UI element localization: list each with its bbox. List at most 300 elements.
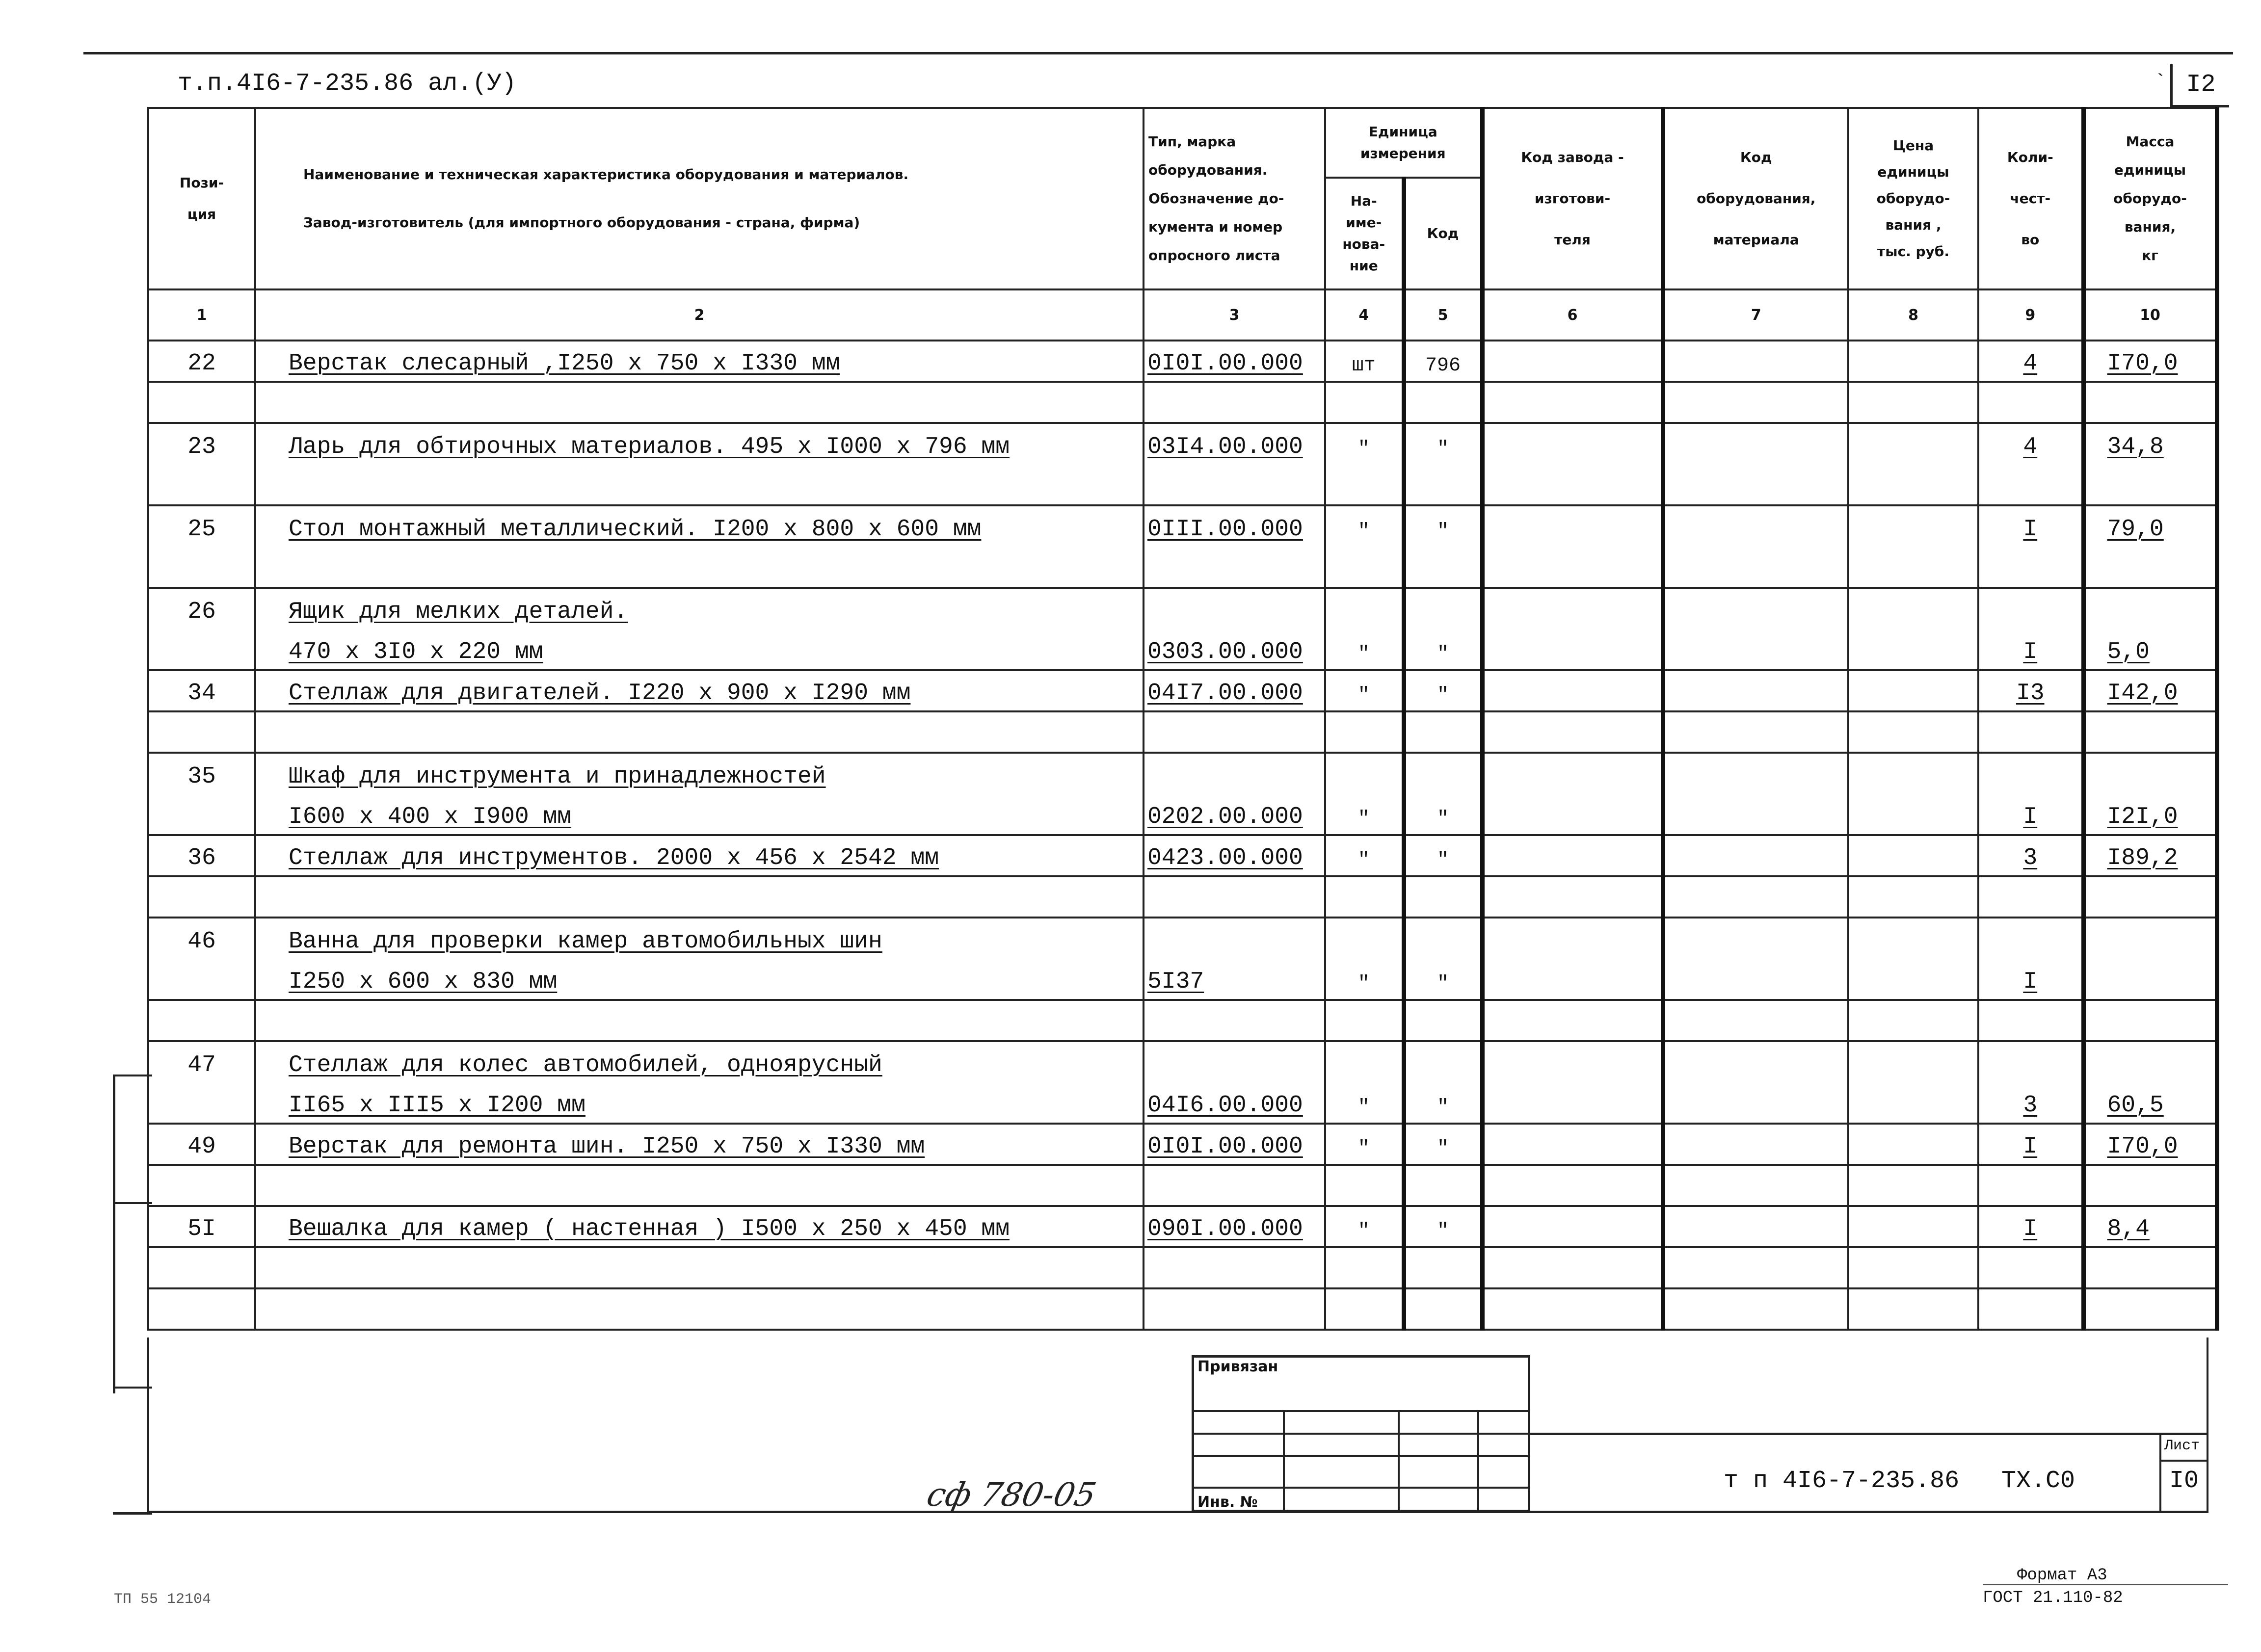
- row-mass: [2083, 1000, 2217, 1041]
- row-unit: [1325, 588, 1404, 629]
- table-row: [148, 505, 2217, 547]
- row-position: [148, 1082, 255, 1124]
- col-number: 3: [1144, 289, 1325, 341]
- row-unit: ": [1325, 1082, 1404, 1124]
- row-equipment-code: [1663, 588, 1848, 629]
- row-equipment-code: [1663, 835, 1848, 876]
- row-position: 23: [148, 423, 255, 464]
- corner-code: ТП 55 12104: [114, 1591, 212, 1608]
- row-name: Ларь для обтирочных материалов. 495 х I000 х 796 мм: [255, 423, 1144, 464]
- row-type-code: 0I0I.00.000: [1144, 341, 1325, 382]
- row-position: [148, 464, 255, 505]
- row-type-code: 03I4.00.000: [1144, 423, 1325, 464]
- row-price: [1848, 629, 1978, 670]
- row-unit: [1325, 876, 1404, 918]
- row-name: [255, 382, 1144, 423]
- row-mass: 5,0: [2083, 629, 2217, 670]
- table-row: [148, 794, 2217, 835]
- document-code: т п 4I6-7-235.86: [1724, 1467, 1960, 1495]
- row-unit: [1325, 464, 1404, 505]
- row-name: Вешалка для камер ( настенная ) I500 х 250 х 450 мм: [255, 1206, 1144, 1247]
- format-label: Формат А3: [2017, 1566, 2107, 1585]
- tick-mark: `: [2155, 72, 2167, 94]
- row-name: [255, 1165, 1144, 1206]
- row-unit-code: [1404, 1247, 1482, 1288]
- table-row: [148, 547, 2217, 588]
- col-number: 10: [2083, 289, 2217, 341]
- row-unit-code: 796: [1404, 341, 1482, 382]
- row-type-code: [1144, 547, 1325, 588]
- row-quantity: [1978, 1288, 2083, 1330]
- row-unit-code: ": [1404, 505, 1482, 547]
- row-position: [148, 1247, 255, 1288]
- row-type-code: [1144, 1288, 1325, 1330]
- table-row: [148, 1082, 2217, 1124]
- row-equipment-code: [1663, 753, 1848, 794]
- row-mass: [2083, 464, 2217, 505]
- row-quantity: I3: [1978, 670, 2083, 711]
- row-mass: 79,0: [2083, 505, 2217, 547]
- row-type-code: [1144, 588, 1325, 629]
- col-header-quantity: Коли- чест- во: [1978, 108, 2083, 289]
- row-name: Стол монтажный металлический. I200 х 800 х 600 мм: [255, 505, 1144, 547]
- row-price: [1848, 1041, 1978, 1082]
- row-quantity: 4: [1978, 423, 2083, 464]
- row-price: [1848, 1206, 1978, 1247]
- row-factory-code: [1482, 464, 1663, 505]
- row-equipment-code: [1663, 1247, 1848, 1288]
- row-unit: ": [1325, 505, 1404, 547]
- table-row: [148, 464, 2217, 505]
- row-unit: ": [1325, 670, 1404, 711]
- row-price: [1848, 1124, 1978, 1165]
- row-mass: [2083, 1288, 2217, 1330]
- row-mass: [2083, 876, 2217, 918]
- stamp-rule: [1192, 1433, 1530, 1435]
- col-number: 8: [1848, 289, 1978, 341]
- col-number: 4: [1325, 289, 1404, 341]
- row-equipment-code: [1663, 382, 1848, 423]
- row-factory-code: [1482, 588, 1663, 629]
- frame-line: [113, 1075, 152, 1076]
- row-type-code: [1144, 464, 1325, 505]
- row-quantity: [1978, 588, 2083, 629]
- col-number: 2: [255, 289, 1144, 341]
- row-equipment-code: [1663, 1124, 1848, 1165]
- row-quantity: 4: [1978, 341, 2083, 382]
- row-unit-code: ": [1404, 1082, 1482, 1124]
- row-unit-code: [1404, 464, 1482, 505]
- row-type-code: [1144, 876, 1325, 918]
- table-row: [148, 1165, 2217, 1206]
- row-mass: [2083, 547, 2217, 588]
- row-equipment-code: [1663, 547, 1848, 588]
- title-block-line: [1530, 1433, 2208, 1435]
- col-number: 7: [1663, 289, 1848, 341]
- table-row: [148, 423, 2217, 464]
- row-type-code: [1144, 753, 1325, 794]
- row-unit-code: ": [1404, 1206, 1482, 1247]
- col-header-price: Цена единицы оборудо- вания , тыс. руб.: [1848, 108, 1978, 289]
- row-type-code: 04I6.00.000: [1144, 1082, 1325, 1124]
- row-type-code: [1144, 1165, 1325, 1206]
- row-unit: [1325, 547, 1404, 588]
- equipment-spec-table: [147, 107, 2219, 1331]
- row-quantity: [1978, 547, 2083, 588]
- row-name: Стеллаж для двигателей. I220 х 900 х I290 мм: [255, 670, 1144, 711]
- row-factory-code: [1482, 670, 1663, 711]
- stamp-rule: [1398, 1410, 1400, 1512]
- table-row: [148, 588, 2217, 629]
- row-factory-code: [1482, 835, 1663, 876]
- row-mass: [2083, 1165, 2217, 1206]
- row-mass: [2083, 588, 2217, 629]
- row-price: [1848, 835, 1978, 876]
- row-quantity: I: [1978, 959, 2083, 1000]
- row-price: [1848, 588, 1978, 629]
- row-price: [1848, 794, 1978, 835]
- row-unit-code: [1404, 918, 1482, 959]
- row-price: [1848, 753, 1978, 794]
- row-type-code: 0III.00.000: [1144, 505, 1325, 547]
- row-name: [255, 1247, 1144, 1288]
- table-row: [148, 959, 2217, 1000]
- row-quantity: 3: [1978, 1082, 2083, 1124]
- row-name: I250 х 600 х 830 мм: [255, 959, 1144, 1000]
- stamp-rule: [1283, 1410, 1285, 1512]
- table-row: [148, 1124, 2217, 1165]
- row-unit: [1325, 1165, 1404, 1206]
- row-unit: ": [1325, 423, 1404, 464]
- gost-label: ГОСТ 21.110-82: [1983, 1589, 2123, 1607]
- row-factory-code: [1482, 876, 1663, 918]
- table-row: [148, 1247, 2217, 1288]
- row-quantity: [1978, 876, 2083, 918]
- row-name: [255, 1000, 1144, 1041]
- document-section: ТХ.С0: [2001, 1467, 2075, 1495]
- row-price: [1848, 1247, 1978, 1288]
- row-equipment-code: [1663, 1206, 1848, 1247]
- row-name: Верстак для ремонта шин. I250 х 750 х I330 мм: [255, 1124, 1144, 1165]
- row-factory-code: [1482, 753, 1663, 794]
- row-price: [1848, 1165, 1978, 1206]
- table-row: [148, 835, 2217, 876]
- row-equipment-code: [1663, 1000, 1848, 1041]
- table-row: [148, 382, 2217, 423]
- row-price: [1848, 670, 1978, 711]
- row-name: I600 х 400 х I900 мм: [255, 794, 1144, 835]
- row-unit: ": [1325, 629, 1404, 670]
- table-row: [148, 1206, 2217, 1247]
- row-name: Стеллаж для колес автомобилей, одноярусный: [255, 1041, 1144, 1082]
- table-row: [148, 670, 2217, 711]
- row-unit-code: ": [1404, 670, 1482, 711]
- row-mass: [2083, 918, 2217, 959]
- row-factory-code: [1482, 918, 1663, 959]
- row-mass: I89,2: [2083, 835, 2217, 876]
- table-row: [148, 629, 2217, 670]
- row-factory-code: [1482, 341, 1663, 382]
- row-quantity: [1978, 918, 2083, 959]
- row-name: Стеллаж для инструментов. 2000 х 456 х 2542 мм: [255, 835, 1144, 876]
- row-mass: I2I,0: [2083, 794, 2217, 835]
- col-header-position: Пози- ция: [148, 108, 255, 289]
- frame-line: [113, 1512, 152, 1515]
- row-unit-code: [1404, 1288, 1482, 1330]
- row-equipment-code: [1663, 1288, 1848, 1330]
- row-unit-code: ": [1404, 629, 1482, 670]
- row-factory-code: [1482, 794, 1663, 835]
- row-equipment-code: [1663, 670, 1848, 711]
- row-type-code: 5I37: [1144, 959, 1325, 1000]
- row-price: [1848, 423, 1978, 464]
- row-factory-code: [1482, 1206, 1663, 1247]
- row-equipment-code: [1663, 464, 1848, 505]
- table-row: [148, 341, 2217, 382]
- col-header-type: Тип, марка оборудования. Обозначение до- кумента и номер опросного листа: [1144, 108, 1325, 289]
- col-header-name: Наименование и техническая характеристика оборудования и материалов. Завод-изготовитель (для импортного оборудования - страна, фирма): [255, 108, 1144, 289]
- row-position: [148, 1288, 255, 1330]
- row-price: [1848, 876, 1978, 918]
- table-row: [148, 876, 2217, 918]
- row-price: [1848, 382, 1978, 423]
- row-position: [148, 1165, 255, 1206]
- row-mass: 34,8: [2083, 423, 2217, 464]
- row-type-code: [1144, 382, 1325, 423]
- row-unit: [1325, 1288, 1404, 1330]
- row-type-code: 0303.00.000: [1144, 629, 1325, 670]
- row-factory-code: [1482, 1000, 1663, 1041]
- row-equipment-code: [1663, 876, 1848, 918]
- row-quantity: I: [1978, 505, 2083, 547]
- row-position: 34: [148, 670, 255, 711]
- row-unit-code: ": [1404, 794, 1482, 835]
- col-header-unit-group: Единица измерения: [1325, 108, 1482, 178]
- col-number: 1: [148, 289, 255, 341]
- row-equipment-code: [1663, 423, 1848, 464]
- row-position: 26: [148, 588, 255, 629]
- row-factory-code: [1482, 959, 1663, 1000]
- row-equipment-code: [1663, 1041, 1848, 1082]
- row-position: 36: [148, 835, 255, 876]
- row-factory-code: [1482, 1288, 1663, 1330]
- row-type-code: 0423.00.000: [1144, 835, 1325, 876]
- row-unit-code: ": [1404, 1124, 1482, 1165]
- row-quantity: 3: [1978, 835, 2083, 876]
- row-mass: [2083, 1041, 2217, 1082]
- row-quantity: I: [1978, 629, 2083, 670]
- row-position: [148, 794, 255, 835]
- row-name: [255, 1288, 1144, 1330]
- row-quantity: [1978, 1247, 2083, 1288]
- row-position: [148, 629, 255, 670]
- col-number: 6: [1482, 289, 1663, 341]
- row-price: [1848, 918, 1978, 959]
- row-equipment-code: [1663, 1082, 1848, 1124]
- stamp-rule: [1192, 1487, 1530, 1489]
- row-unit-code: [1404, 382, 1482, 423]
- row-quantity: I: [1978, 1124, 2083, 1165]
- row-name: Ящик для мелких деталей.: [255, 588, 1144, 629]
- row-name: Ванна для проверки камер автомобильных шин: [255, 918, 1144, 959]
- row-equipment-code: [1663, 711, 1848, 753]
- row-mass: I70,0: [2083, 341, 2217, 382]
- row-equipment-code: [1663, 959, 1848, 1000]
- row-mass: I42,0: [2083, 670, 2217, 711]
- row-unit: [1325, 382, 1404, 423]
- row-price: [1848, 1288, 1978, 1330]
- row-position: 25: [148, 505, 255, 547]
- row-unit: [1325, 711, 1404, 753]
- row-position: [148, 382, 255, 423]
- row-quantity: [1978, 382, 2083, 423]
- row-unit: [1325, 1000, 1404, 1041]
- row-position: 35: [148, 753, 255, 794]
- row-quantity: [1978, 464, 2083, 505]
- row-position: [148, 547, 255, 588]
- row-equipment-code: [1663, 505, 1848, 547]
- row-price: [1848, 505, 1978, 547]
- row-factory-code: [1482, 423, 1663, 464]
- row-mass: [2083, 382, 2217, 423]
- row-type-code: [1144, 918, 1325, 959]
- row-mass: I70,0: [2083, 1124, 2217, 1165]
- table-row: [148, 1288, 2217, 1330]
- table-row: [148, 753, 2217, 794]
- sheet-label: Лист: [2164, 1438, 2200, 1454]
- row-mass: 8,4: [2083, 1206, 2217, 1247]
- row-name: [255, 711, 1144, 753]
- table-row: [148, 918, 2217, 959]
- row-type-code: [1144, 1041, 1325, 1082]
- row-unit-code: ": [1404, 835, 1482, 876]
- row-unit: [1325, 918, 1404, 959]
- row-position: 47: [148, 1041, 255, 1082]
- row-position: 49: [148, 1124, 255, 1165]
- stamp-rule: [1192, 1410, 1530, 1412]
- row-price: [1848, 1082, 1978, 1124]
- row-quantity: [1978, 1000, 2083, 1041]
- row-type-code: [1144, 1247, 1325, 1288]
- sheet-no: I0: [2169, 1467, 2199, 1495]
- row-unit-code: [1404, 1041, 1482, 1082]
- row-position: [148, 1000, 255, 1041]
- row-quantity: I: [1978, 794, 2083, 835]
- row-position: [148, 711, 255, 753]
- sheet-number: I2: [2170, 64, 2229, 107]
- frame-line: [113, 1387, 152, 1389]
- row-name: Верстак слесарный ,I250 х 750 х I330 мм: [255, 341, 1144, 382]
- stamp-rule: [1477, 1410, 1479, 1512]
- row-factory-code: [1482, 1247, 1663, 1288]
- frame-line: [113, 1075, 115, 1393]
- row-price: [1848, 341, 1978, 382]
- row-price: [1848, 464, 1978, 505]
- row-mass: [2083, 711, 2217, 753]
- row-type-code: 0I0I.00.000: [1144, 1124, 1325, 1165]
- row-factory-code: [1482, 1082, 1663, 1124]
- row-mass: [2083, 1247, 2217, 1288]
- col-header-unit-name: На- име- нова- ние: [1325, 178, 1404, 289]
- row-name: 470 х 3I0 х 220 мм: [255, 629, 1144, 670]
- top-border-line: [83, 52, 2233, 54]
- row-unit-code: [1404, 711, 1482, 753]
- row-mass: 60,5: [2083, 1082, 2217, 1124]
- row-factory-code: [1482, 711, 1663, 753]
- row-name: [255, 464, 1144, 505]
- inventory-label: Инв. №: [1197, 1494, 1258, 1511]
- row-quantity: I: [1978, 1206, 2083, 1247]
- row-unit: шт: [1325, 341, 1404, 382]
- row-position: 46: [148, 918, 255, 959]
- row-quantity: [1978, 1041, 2083, 1082]
- row-position: [148, 959, 255, 1000]
- row-unit-code: [1404, 1000, 1482, 1041]
- row-unit: ": [1325, 1124, 1404, 1165]
- row-unit-code: [1404, 547, 1482, 588]
- row-equipment-code: [1663, 918, 1848, 959]
- binding-label: Привязан: [1197, 1358, 1278, 1375]
- table-body: [148, 341, 2217, 1330]
- row-equipment-code: [1663, 341, 1848, 382]
- row-unit: [1325, 1247, 1404, 1288]
- row-name: [255, 876, 1144, 918]
- row-name: II65 х III5 х I200 мм: [255, 1082, 1144, 1124]
- col-header-equipment-code: Код оборудования, материала: [1663, 108, 1848, 289]
- table-row: [148, 711, 2217, 753]
- row-mass: [2083, 753, 2217, 794]
- stamp-rule: [1192, 1455, 1530, 1457]
- row-price: [1848, 711, 1978, 753]
- row-unit-code: [1404, 876, 1482, 918]
- row-factory-code: [1482, 629, 1663, 670]
- row-factory-code: [1482, 505, 1663, 547]
- row-factory-code: [1482, 1041, 1663, 1082]
- row-mass: [2083, 959, 2217, 1000]
- row-unit: ": [1325, 835, 1404, 876]
- row-type-code: 090I.00.000: [1144, 1206, 1325, 1247]
- row-unit-code: [1404, 753, 1482, 794]
- row-unit-code: ": [1404, 423, 1482, 464]
- row-equipment-code: [1663, 1165, 1848, 1206]
- row-position: 5I: [148, 1206, 255, 1247]
- document-title: т.п.4I6-7-235.86 ал.(У): [178, 70, 517, 98]
- row-name: [255, 547, 1144, 588]
- row-unit-code: ": [1404, 959, 1482, 1000]
- row-price: [1848, 959, 1978, 1000]
- row-type-code: 0202.00.000: [1144, 794, 1325, 835]
- row-unit: [1325, 1041, 1404, 1082]
- row-price: [1848, 1000, 1978, 1041]
- row-factory-code: [1482, 547, 1663, 588]
- row-unit: [1325, 753, 1404, 794]
- row-type-code: 04I7.00.000: [1144, 670, 1325, 711]
- col-header-factory-code: Код завода - изготови- теля: [1482, 108, 1663, 289]
- row-quantity: [1978, 1165, 2083, 1206]
- row-name: Шкаф для инструмента и принадлежностей: [255, 753, 1144, 794]
- col-number: 9: [1978, 289, 2083, 341]
- row-unit-code: [1404, 1165, 1482, 1206]
- row-unit: ": [1325, 1206, 1404, 1247]
- row-type-code: [1144, 711, 1325, 753]
- row-factory-code: [1482, 382, 1663, 423]
- table-row: [148, 1000, 2217, 1041]
- row-quantity: [1978, 753, 2083, 794]
- row-type-code: [1144, 1000, 1325, 1041]
- row-position: [148, 876, 255, 918]
- row-equipment-code: [1663, 794, 1848, 835]
- row-quantity: [1978, 711, 2083, 753]
